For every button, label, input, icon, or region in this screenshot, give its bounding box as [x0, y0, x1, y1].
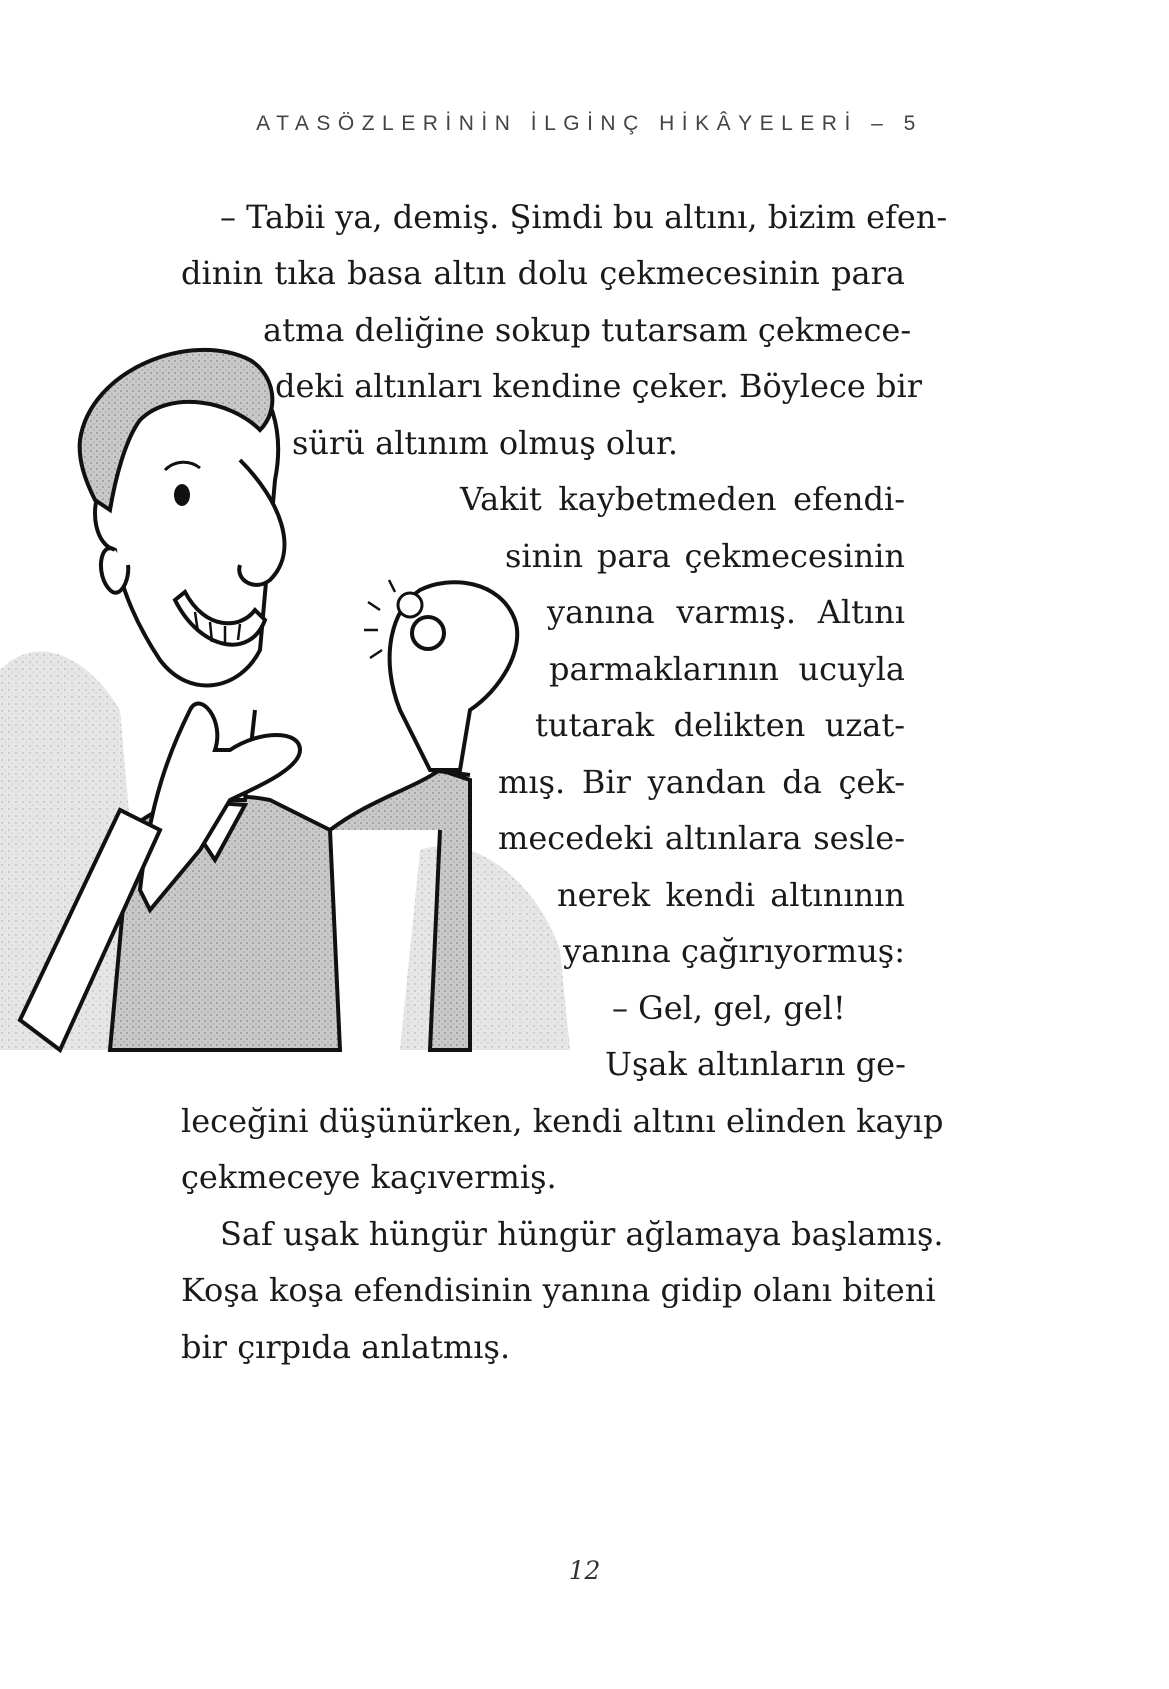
text-line: atma deliğine sokup tutarsam çekmece-: [263, 311, 912, 349]
text-line: deki altınları kendine çeker. Böylece bir: [275, 367, 923, 405]
text-line: mecedeki altınlara sesle-: [498, 819, 905, 857]
text-line: yanına çağırıyormuş:: [563, 932, 905, 970]
text-line: mış. Bir yandan da çek-: [498, 763, 905, 801]
page-number: 12: [568, 1556, 601, 1585]
text-line: yanına varmış. Altını: [547, 593, 905, 631]
text-line: leceğini düşünürken, kendi altını elinden kayıp: [181, 1102, 944, 1140]
text-line: – Gel, gel, gel!: [612, 989, 846, 1027]
text-line: sinin para çekmecesinin: [505, 537, 905, 575]
text-line: tutarak delikten uzat-: [535, 706, 905, 744]
text-line: – Tabii ya, demiş. Şimdi bu altını, bizim efen-: [220, 198, 948, 236]
text-line: bir çırpıda anlatmış.: [181, 1328, 511, 1366]
running-head: ATASÖZLERİNİN İLGİNÇ HİKÂYELERİ – 5: [256, 112, 923, 135]
text-line: Saf uşak hüngür hüngür ağlamaya başlamış.: [220, 1215, 944, 1253]
text-line: çekmeceye kaçıvermiş.: [181, 1158, 557, 1196]
text-line: nerek kendi altınının: [557, 876, 905, 914]
text-line: dinin tıka basa altın dolu çekmecesinin para: [181, 254, 905, 292]
text-line: parmaklarının ucuyla: [549, 650, 905, 688]
text-line: Koşa koşa efendisinin yanına gidip olanı biteni: [181, 1271, 936, 1309]
text-line: Vakit kaybetmeden efendi-: [460, 480, 905, 518]
text-line: sürü altınım olmuş olur.: [292, 424, 678, 462]
text-line: Uşak altınların ge-: [605, 1045, 906, 1083]
